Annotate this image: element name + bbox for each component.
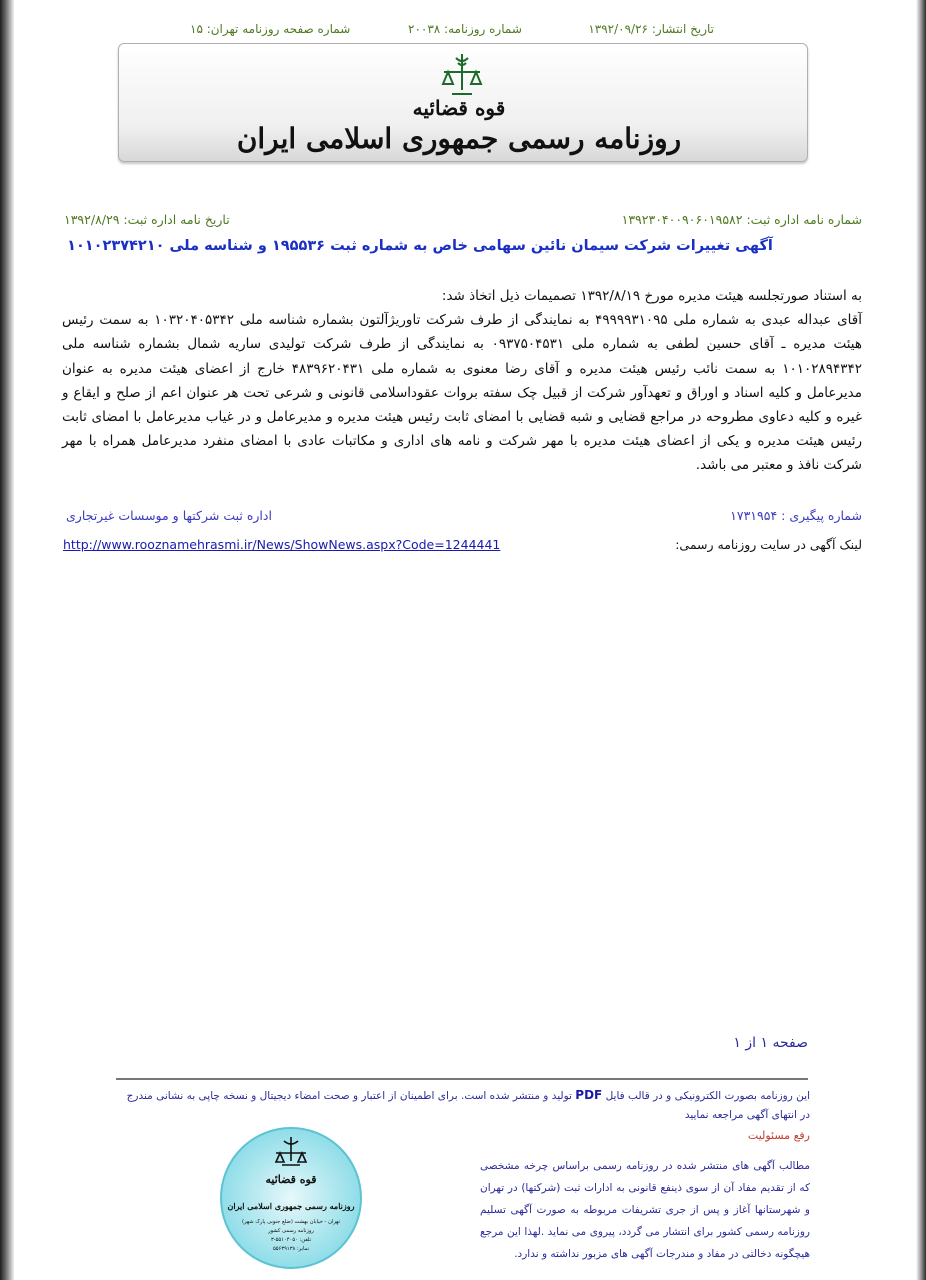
- footer-divider: [116, 1078, 808, 1080]
- notice-link[interactable]: http://www.rooznamehrasmi.ir/News/ShowNews.aspx?Code=1244441: [63, 537, 501, 552]
- scan-shadow-left: [0, 0, 14, 1280]
- disclaimer-text: مطالب آگهی های منتشر شده در روزنامه رسمی براساس چرخه مشخصی که از تقدیم مفاد آن از سوی ذینفع قانونی به ادارات ثبت (شرکتها) در تهران و شهرستانها آغاز و پس از جری تشریفات مربوطه به صورت آگهی تسلیم روزنامه رسمی کشور برای انتشار می گردد، پیروی می نماید .لهذا این مرجع هیچگونه دخالتی در مفاد و مندرجات آگهی های مزبور نداشته و ندارد.: [480, 1160, 810, 1260]
- disclaimer-title: رفع مسئولیت: [747, 1129, 810, 1142]
- notice-body: [62, 284, 862, 478]
- publish-date: تاریخ انتشار: ۱۳۹۲/۰۹/۲۶: [588, 22, 714, 36]
- notice-link-label: لینک آگهی در سایت روزنامه رسمی:: [675, 537, 862, 552]
- newspaper-page-number: شماره صفحه روزنامه تهران: ۱۵: [190, 22, 351, 36]
- seal-title: قوه قضائیه: [265, 1173, 317, 1186]
- registry-letter-date: تاریخ نامه اداره ثبت: ۱۳۹۲/۸/۲۹: [64, 212, 230, 227]
- tracking-number: شماره پیگیری : ۱۷۳۱۹۵۴: [730, 508, 862, 523]
- scan-shadow-right: [916, 0, 926, 1280]
- notice-decisions: آقای عبداله عبدی به شماره ملی ۴۹۹۹۹۳۱۰۹۵ به نمایندگی از طرف شرکت تاوریژآلتون بشماره شناسه ملی ۱۰۳۲۰۴۰۵۳۴۲ به سمت رئیس هیئت مدیره ـ آقای حسین لطفی به شماره ملی ۰۹۳۷۵۰۴۵۳۱ به نمایندگی از طرف شرکت تولیدی ساریه شمال بشماره شناسه ملی ۱۰۱۰۲۸۹۴۳۴۲ به سمت نائب رئیس هیئت مدیره و آقای رضا معنوی به شماره ملی ۴۸۳۹۶۲۰۴۳۱ خارج از اعضای هیئت مدیره به عنوان مدیرعامل و کلیه اسناد و اوراق و تعهدآور شرکت از قبیل چک سفته بروات عقوداسلامی قانونی و شرعی تحت هر عنوان اعم از صلح و ایقاع و غیره و کلیه دعاوی مطروحه در مراجع قضایی و شبه قضایی با امضای ثابت رئیس هیئت مدیره و مدیرعامل و در غیاب مدیرعامل با امضای ثابت رئیس هیئت مدیره و یکی از اعضای هیئت مدیره با مهر شرکت و نامه های اداری و مکاتبات عادی با امضای منفرد مدیرعامل همراه با مهر شرکت نافذ و معتبر می باشد.: [62, 312, 863, 474]
- issue-number: شماره روزنامه: ۲۰۰۳۸: [408, 22, 522, 36]
- notice-title: آگهی تغییرات شرکت سیمان نائین سهامی خاص به شماره ثبت ۱۹۵۵۳۶ و شناسه ملی ۱۰۱۰۲۳۷۴۲۱۰: [67, 238, 773, 254]
- seal-address: تهران - خیابان بهشت (ضلع جنوبی پارک شهر): [241, 1219, 341, 1225]
- judiciary-scales-emblem-icon: [436, 50, 488, 102]
- newspaper-header-banner: [118, 43, 808, 162]
- seal-phone: تلفن: ۵۵۱۰۴۰۵۰-۳: [270, 1237, 312, 1243]
- newspaper-name: روزنامه رسمی جمهوری اسلامی ایران: [236, 122, 682, 155]
- footer-note: [118, 1086, 810, 1125]
- seal-fax: نمابر: ۵۵۶۳۹۱۳۸: [272, 1246, 310, 1252]
- registry-letter-number: شماره نامه اداره ثبت: ۱۳۹۲۳۰۴۰۰۹۰۶۰۱۹۵۸۲: [621, 212, 862, 227]
- page-indicator: صفحه ۱ از ۱: [733, 1035, 808, 1051]
- judiciary-label: قوه قضائیه: [412, 96, 506, 120]
- notice-intro: به استناد صورتجلسه هیئت مدیره مورخ ۱۳۹۲/۸/۱۹ تصمیمات ذیل اتخاذ شد:: [441, 288, 862, 304]
- pdf-label: PDF: [575, 1088, 603, 1102]
- seal-org: روزنامه رسمی کشور: [268, 1228, 314, 1234]
- footer-note-part1: این روزنامه بصورت الکترونیکی و در قالب فایل: [605, 1090, 810, 1102]
- official-seal: [218, 1125, 364, 1271]
- issuing-office: اداره ثبت شرکتها و موسسات غیرتجاری: [66, 508, 272, 523]
- seal-name: روزنامه رسمی جمهوری اسلامی ایران: [227, 1201, 355, 1211]
- footer-note-part2: تولید و منتشر شده است. برای اطمینان از اعتبار و صحت امضاء دیجیتال و نسخه چاپی به نشانی مندرج در انتهای آگهی مراجعه نمایید: [126, 1090, 810, 1121]
